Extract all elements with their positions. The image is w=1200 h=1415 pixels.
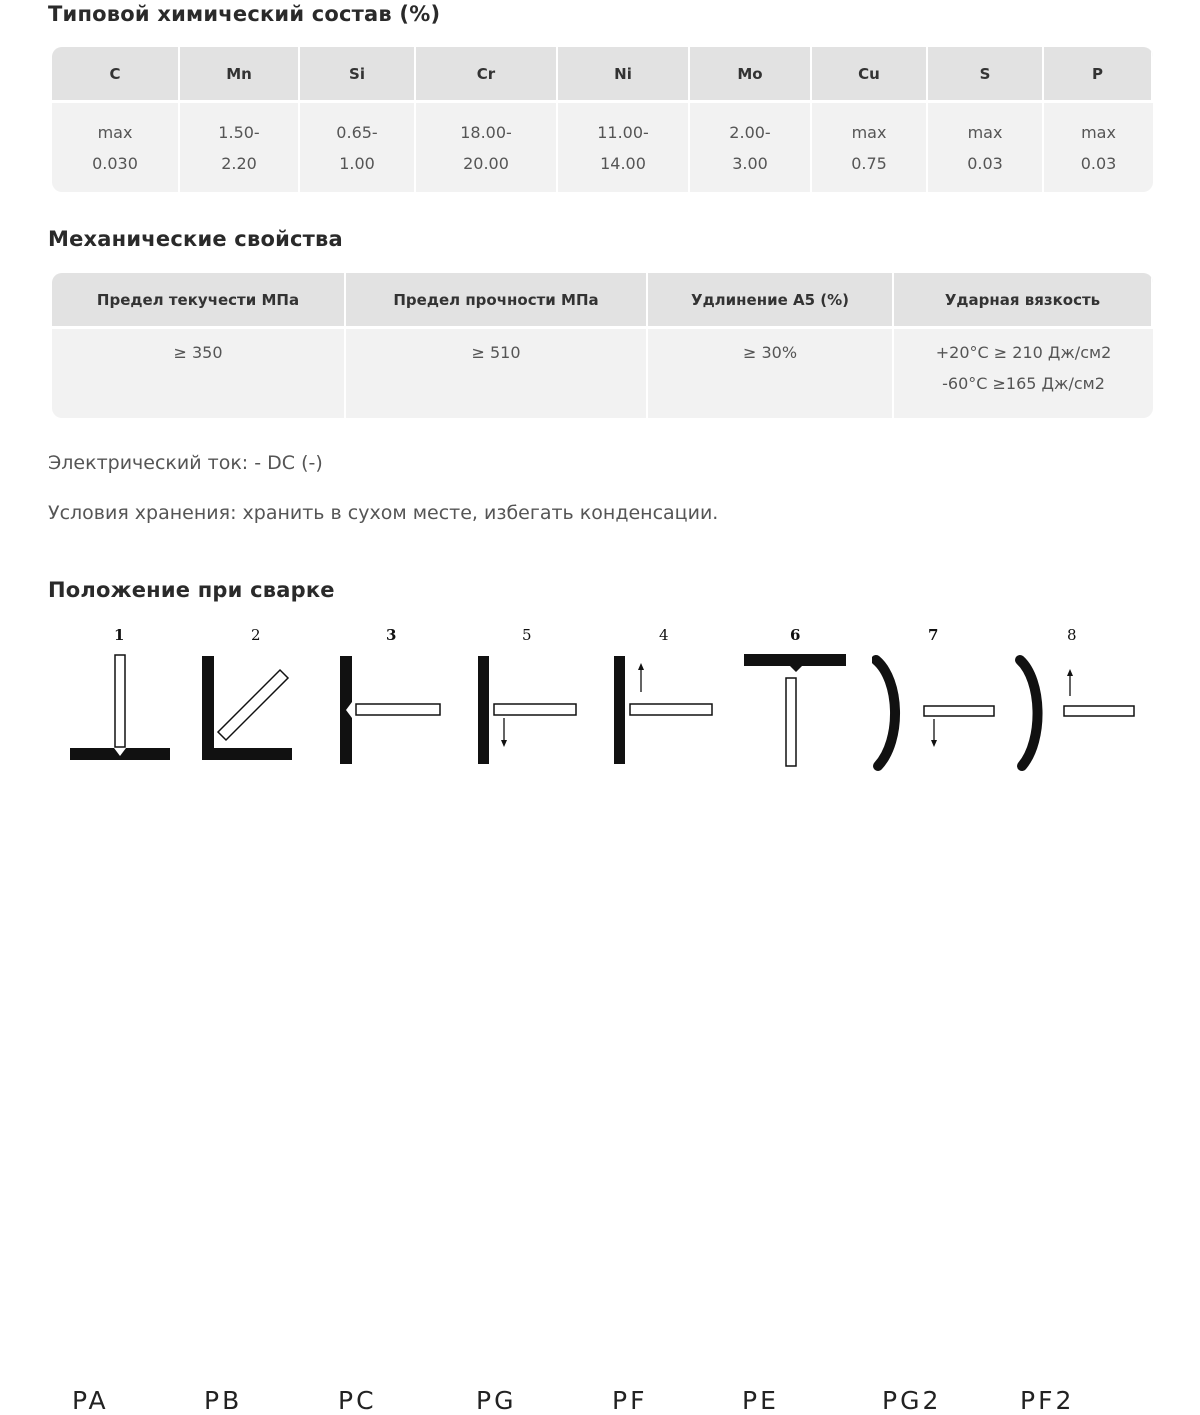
cell-line: 2.00- [729, 123, 771, 142]
chem-header-si: Si [300, 47, 416, 103]
chem-cell-mo [690, 103, 812, 192]
position-pg [476, 620, 616, 1415]
chem-header-s: S [928, 47, 1044, 103]
position-pb [200, 620, 340, 1415]
mech-header-tensile: Предел прочности МПа [346, 273, 648, 329]
cell-line: max [851, 123, 887, 142]
mech-title: Механические свойства [48, 227, 343, 251]
position-number: 6 [790, 626, 801, 644]
cell-line: 2.20 [221, 154, 257, 173]
chem-cell-cu [812, 103, 928, 192]
position-pg-icon [476, 620, 616, 800]
chem-title: Типовой химический состав (%) [48, 2, 441, 26]
position-number: 4 [659, 626, 669, 644]
cell-line: 20.00 [463, 154, 509, 173]
position-number: 5 [522, 626, 532, 644]
chem-cell-s [928, 103, 1044, 192]
chem-table [52, 47, 1153, 192]
cell-line: 0.03 [967, 154, 1003, 173]
cell-line: 14.00 [600, 154, 646, 173]
position-number: 2 [251, 626, 261, 644]
chem-cell-cr [416, 103, 558, 192]
mech-cell-yield [52, 329, 346, 418]
mech-cell-tensile [346, 329, 648, 418]
chem-cell-p [1044, 103, 1153, 192]
position-pf [612, 620, 752, 1415]
current-text: Электрический ток: - DC (-) [48, 452, 323, 474]
position-code: PG2 [882, 1386, 942, 1415]
position-pg2-icon [872, 620, 1012, 800]
position-code: PF2 [1020, 1386, 1075, 1415]
cell-line: 0.030 [92, 154, 138, 173]
positions-title: Положение при сварке [48, 578, 335, 602]
cell-line: 18.00- [460, 123, 512, 142]
chem-cell-si [300, 103, 416, 192]
position-pc [338, 620, 478, 1415]
position-code: PC [338, 1386, 377, 1415]
position-code: PG [476, 1386, 517, 1415]
chem-header-cu: Cu [812, 47, 928, 103]
cell-line: 1.00 [339, 154, 375, 173]
position-code: PB [204, 1386, 243, 1415]
mech-cell-impact [894, 329, 1153, 418]
mech-header-impact: Ударная вязкость [894, 273, 1153, 329]
mech-header-elongation: Удлинение А5 (%) [648, 273, 894, 329]
position-number: 8 [1067, 626, 1077, 644]
position-pe-icon [742, 620, 882, 800]
position-pf-icon [612, 620, 752, 800]
chem-cell-c [52, 103, 180, 192]
cell-line: 0.65- [336, 123, 378, 142]
cell-line: +20°С ≥ 210 Дж/см2 [935, 343, 1112, 362]
chem-header-mn: Mn [180, 47, 300, 103]
position-pc-icon [338, 620, 478, 800]
cell-line: max [97, 123, 133, 142]
position-pg2 [872, 620, 1012, 1415]
cell-line: 3.00 [732, 154, 768, 173]
chem-header-mo: Mo [690, 47, 812, 103]
position-pb-icon [200, 620, 340, 800]
cell-line: ≥ 30% [742, 343, 798, 362]
mech-table [52, 273, 1153, 418]
cell-line: 11.00- [597, 123, 649, 142]
cell-line: max [967, 123, 1003, 142]
position-number: 3 [386, 626, 397, 644]
cell-line: ≥ 350 [173, 343, 223, 362]
position-number: 1 [114, 626, 125, 644]
chem-header-ni: Ni [558, 47, 690, 103]
position-pf2-icon [1012, 620, 1152, 800]
position-code: PE [742, 1386, 779, 1415]
chem-header-c: C [52, 47, 180, 103]
chem-header-p: P [1044, 47, 1153, 103]
chem-cell-mn [180, 103, 300, 192]
cell-line: max [1081, 123, 1116, 142]
position-pe [742, 620, 882, 1415]
position-code: PA [72, 1386, 109, 1415]
position-pf2 [1012, 620, 1152, 1415]
chem-cell-ni [558, 103, 690, 192]
position-pa-icon [66, 620, 206, 800]
mech-header-yield: Предел текучести МПа [52, 273, 346, 329]
cell-line: -60°С ≥165 Дж/см2 [942, 374, 1105, 393]
storage-text: Условия хранения: хранить в сухом месте, избегать конденсации. [48, 502, 719, 524]
cell-line: 1.50- [218, 123, 260, 142]
position-pa [66, 620, 206, 1415]
cell-line: 0.03 [1080, 154, 1117, 173]
mech-cell-elongation [648, 329, 894, 418]
cell-line: 0.75 [851, 154, 887, 173]
cell-line: ≥ 510 [471, 343, 521, 362]
position-number: 7 [928, 626, 939, 644]
position-code: PF [612, 1386, 648, 1415]
chem-header-cr: Cr [416, 47, 558, 103]
